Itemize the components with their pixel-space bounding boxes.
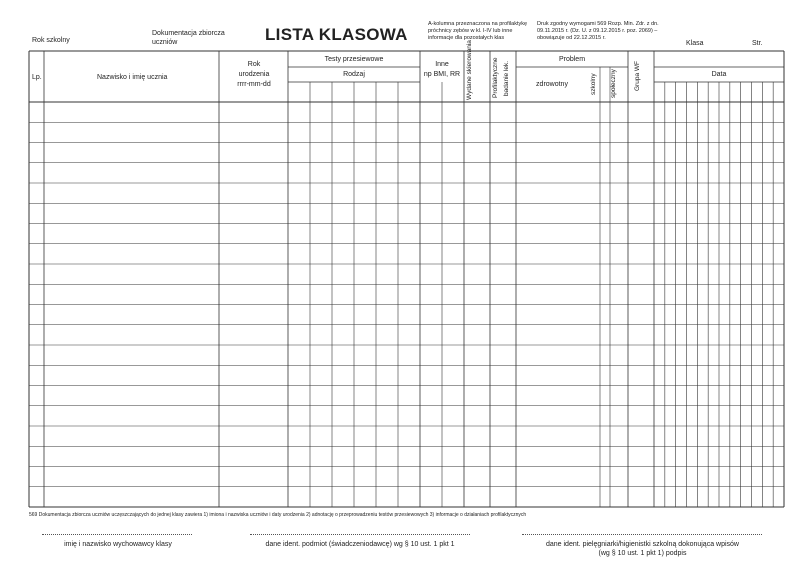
footer-note: 569 Dokumentacja zbiorcza uczniów uczęszczających do jednej klasy zawiera 1) imiona i nazwiska uczniów i daty urodzenia 2) adnotację o przeprowadzeniu testów przesiewowych 3) informacje o działaniach profilaktycznych bbox=[29, 512, 527, 518]
col-screening-tests: Testy przesiewowe bbox=[324, 56, 384, 63]
col-kind: Rodzaj bbox=[343, 71, 365, 78]
col-date: Data bbox=[711, 71, 727, 78]
class-label: Klasa bbox=[686, 40, 704, 47]
col-birth-label: urodzenia bbox=[238, 71, 270, 78]
school-year-label: Rok szkolny bbox=[32, 37, 70, 44]
col-other-examples: np BMI, RR bbox=[423, 71, 461, 78]
col-other: Inne bbox=[435, 61, 449, 68]
column-a-note: A-kolumna przeznaczona na profilaktykę próchnicy zębów w kl. I-IV lub inne informacje dla pozostałych klas bbox=[428, 21, 528, 41]
print-compliance-note: Druk zgodny wymogami 569 Rozp. Min. Zdr. z dn. 09.11.2015 r. (Dz. U. z 09.12.2015 r. poz. 2069) – obowiązuje od 22.12.2015 r. bbox=[537, 21, 659, 41]
col-birth-format: rrrr-mm-dd bbox=[237, 81, 271, 88]
page-title: LISTA KLASOWA bbox=[265, 25, 408, 44]
page-label: Str. bbox=[752, 40, 763, 47]
col-prophylactic: Profilaktyczne bbox=[492, 57, 499, 99]
col-pe-group: Grupa WF bbox=[634, 61, 641, 91]
signature-line-teacher bbox=[42, 534, 192, 535]
documentation-label: Dokumentacja zbiorcza uczniów bbox=[152, 30, 225, 46]
col-social: społeczny bbox=[610, 69, 617, 98]
signature-nurse: dane ident. pielęgniarki/higienistki szkolną dokonująca wpisów bbox=[545, 541, 739, 548]
col-lp: Lp. bbox=[32, 74, 42, 81]
col-problem: Problem bbox=[558, 56, 586, 63]
col-birth-year: Rok bbox=[247, 61, 261, 68]
signature-nurse-detail: (wg § 10 ust. 1 pkt 1) podpis bbox=[598, 550, 687, 557]
signature-line-nurse bbox=[522, 534, 762, 535]
col-school: szkolny bbox=[590, 73, 597, 95]
signature-teacher: imię i nazwisko wychowawcy klasy bbox=[64, 541, 172, 548]
signature-provider: dane ident. podmiot (świadczeniodawcę) wg § 10 ust. 1 pkt 1 bbox=[265, 541, 455, 548]
col-prophylactic-exam: badanie lek. bbox=[503, 60, 510, 96]
col-referrals: Wydane skierowania bbox=[466, 40, 473, 100]
col-health: zdrowotny bbox=[536, 81, 568, 88]
col-name: Nazwisko i imię ucznia bbox=[97, 74, 168, 81]
signature-line-provider bbox=[250, 534, 470, 535]
